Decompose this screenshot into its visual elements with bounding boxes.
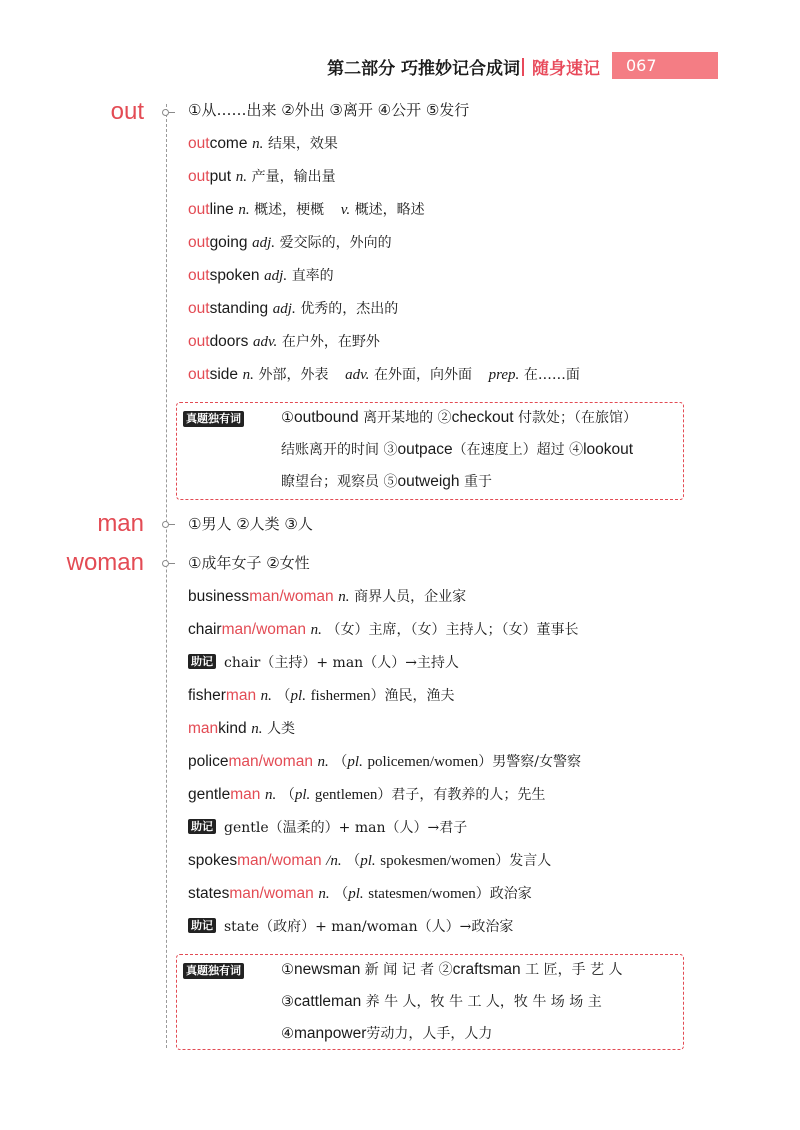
senses-out: ①从……出来 ②外出 ③离开 ④公开 ⑤发行 bbox=[188, 101, 470, 119]
exam-words-line: 瞭望台；观察员 ⑤outweigh 重于 bbox=[281, 473, 492, 490]
entry-policeman: policeman/woman n. （pl. policemen/women）男警察/女警察 bbox=[188, 753, 581, 770]
header-divider bbox=[522, 58, 524, 76]
tree-line bbox=[166, 104, 167, 1048]
node-man bbox=[160, 517, 174, 531]
exam-words-line: 结账离开的时间 ③outpace（在速度上）超过 ④lookout bbox=[281, 441, 634, 458]
entry-outgoing: outgoing adj. 爱交际的，外向的 bbox=[188, 234, 392, 251]
entry-fisherman: fisherman n. （pl. fishermen）渔民，渔夫 bbox=[188, 687, 455, 704]
node-out bbox=[160, 105, 174, 119]
entry-outline: outline n. 概述，梗概 v. 概述，略述 bbox=[188, 201, 425, 218]
entry-outstanding: outstanding adj. 优秀的，杰出的 bbox=[188, 300, 399, 317]
exam-words-line: ①outbound 离开某地的 ②checkout 付款处；（在旅馆） bbox=[281, 409, 638, 426]
memory-aid-gentleman: 助记 gentle（温柔的）+ man（人）→君子 bbox=[188, 817, 467, 839]
entry-mankind: mankind n. 人类 bbox=[188, 720, 296, 737]
entry-spokesman: spokesman/woman /n. （pl. spokesmen/women）发言人 bbox=[188, 852, 552, 869]
node-woman bbox=[160, 556, 174, 570]
page-number: 067 bbox=[612, 52, 718, 79]
entry-statesman: statesman/woman n. （pl. statesmen/women）政治家 bbox=[188, 885, 532, 902]
section-title: 第二部分 巧推妙记合成词 bbox=[327, 59, 520, 79]
entry-gentleman: gentleman n. （pl. gentlemen）君子，有教养的人；先生 bbox=[188, 786, 546, 803]
headword-woman: woman bbox=[66, 549, 144, 576]
memory-aid-statesman: 助记 state（政府）+ man/woman（人）→政治家 bbox=[188, 916, 513, 938]
exam-words-line: ①newsman 新 闻 记 者 ②craftsman 工 匠，手 艺 人 bbox=[281, 961, 623, 978]
entry-chairman: chairman/woman n. （女）主席，（女）主持人；（女）董事长 bbox=[188, 621, 579, 638]
senses-woman: ①成年女子 ②女性 bbox=[188, 554, 310, 572]
entry-outcome: outcome n. 结果，效果 bbox=[188, 135, 338, 152]
exam-words-badge: 真题独有词 bbox=[183, 411, 244, 427]
exam-words-box-man bbox=[176, 954, 684, 1050]
memory-aid-badge: 助记 bbox=[188, 654, 216, 669]
exam-words-line: ③cattleman 养 牛 人，牧 牛 工 人，牧 牛 场 场 主 bbox=[281, 993, 602, 1010]
exam-words-box-out bbox=[176, 402, 684, 500]
senses-man: ①男人 ②人类 ③人 bbox=[188, 515, 313, 533]
series-tag: 随身速记 bbox=[532, 59, 600, 79]
entry-outdoors: outdoors adv. 在户外，在野外 bbox=[188, 333, 380, 350]
exam-words-line: ④manpower劳动力，人手，人力 bbox=[281, 1025, 493, 1042]
headword-out: out bbox=[110, 98, 144, 125]
headword-man: man bbox=[97, 510, 144, 537]
exam-words-badge: 真题独有词 bbox=[183, 963, 244, 979]
page-header bbox=[0, 52, 800, 80]
memory-aid-chairman: 助记 chair（主持）+ man（人）→主持人 bbox=[188, 652, 459, 674]
entry-businessman: businessman/woman n. 商界人员，企业家 bbox=[188, 588, 467, 605]
entry-output: output n. 产量，输出量 bbox=[188, 168, 336, 185]
memory-aid-badge: 助记 bbox=[188, 918, 216, 933]
entry-outspoken: outspoken adj. 直率的 bbox=[188, 267, 334, 284]
entry-outside: outside n. 外部，外表 adv. 在外面，向外面 prep. 在……面 bbox=[188, 366, 580, 383]
memory-aid-badge: 助记 bbox=[188, 819, 216, 834]
